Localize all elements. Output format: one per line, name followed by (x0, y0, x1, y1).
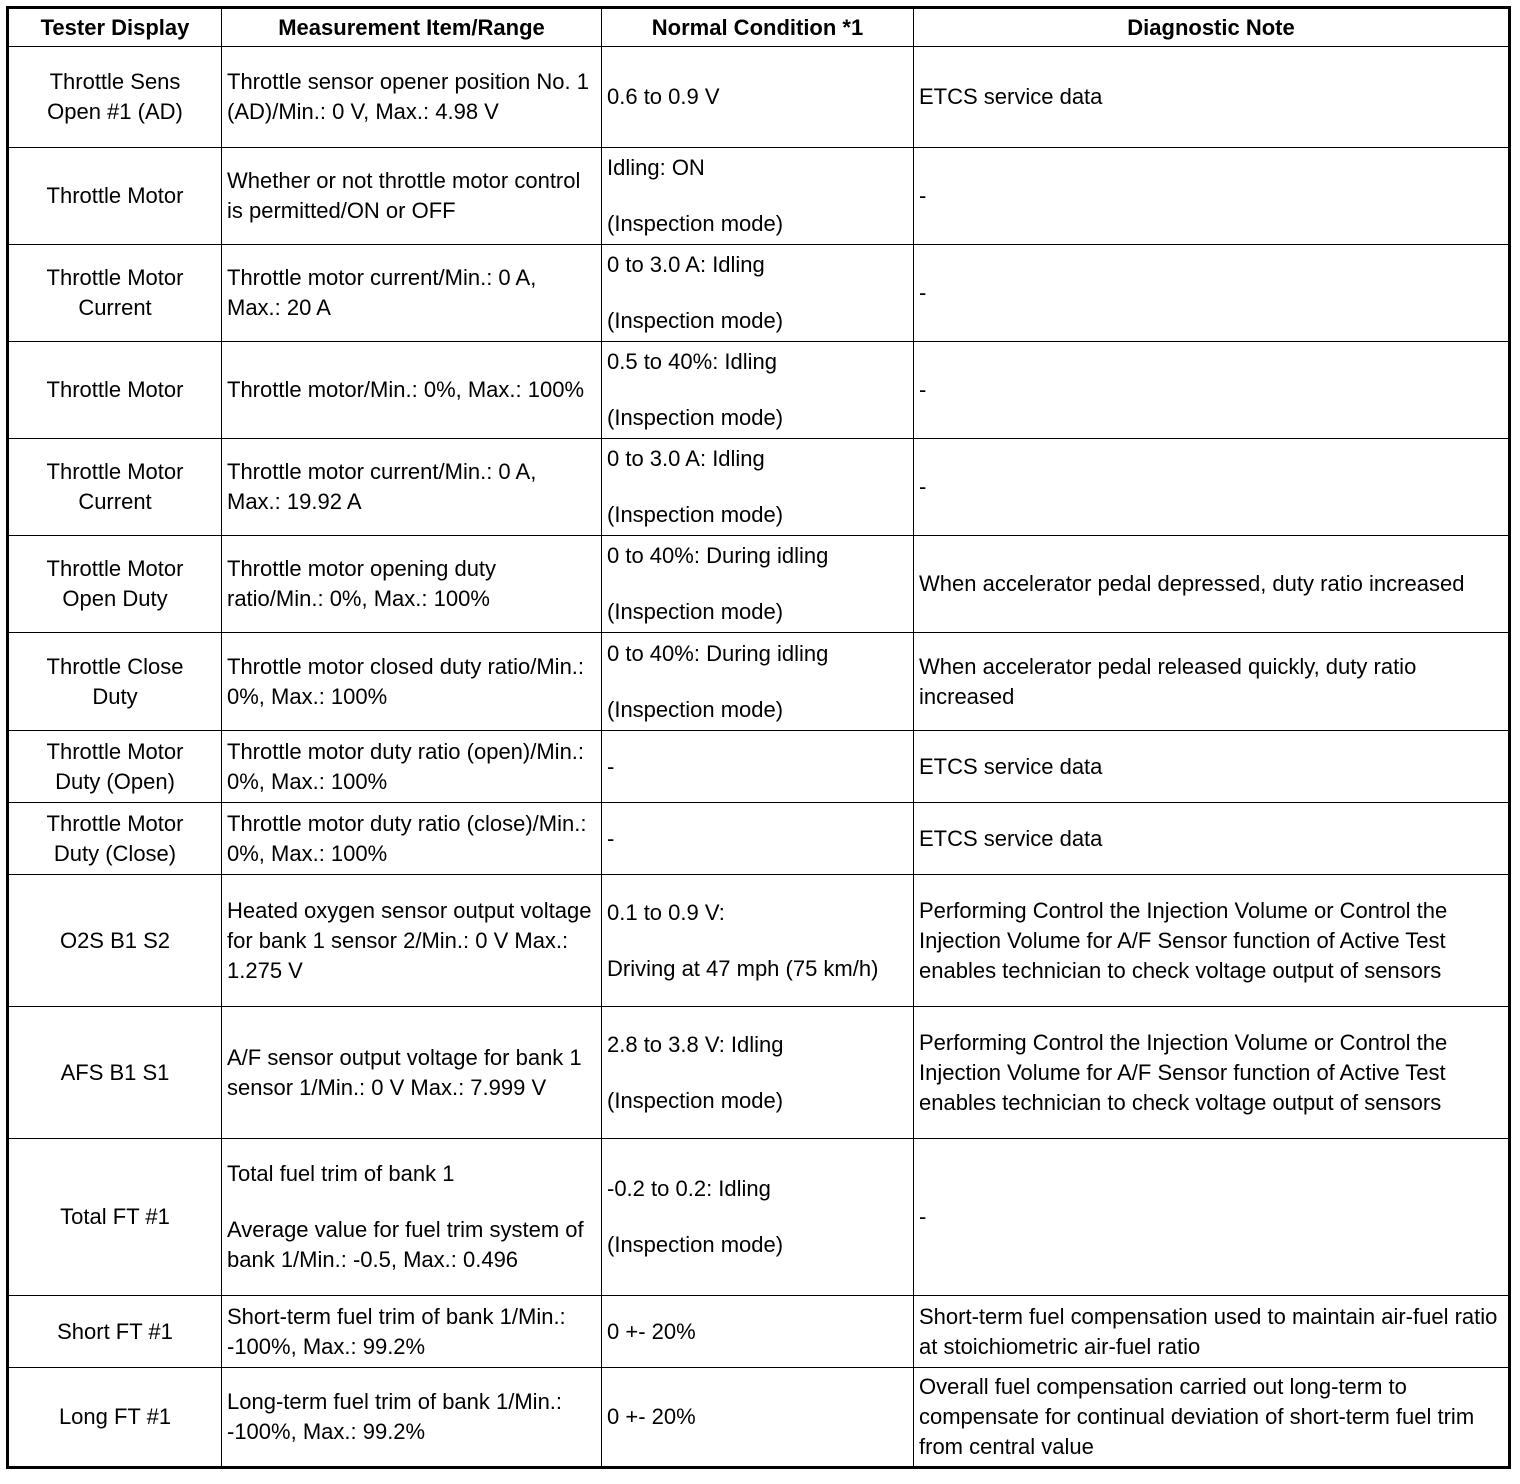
cell-diagnostic-note: When accelerator pedal depressed, duty ratio increased (914, 536, 1510, 633)
paragraph-gap (607, 474, 908, 500)
condition-text: 0 +- 20% (607, 1404, 696, 1429)
cell-diagnostic-note: - (914, 148, 1510, 245)
condition-text: 0 to 40%: During idling (607, 543, 829, 568)
cell-normal-condition (602, 875, 914, 1007)
cell-normal-condition (602, 1007, 914, 1139)
cell-measurement-item (222, 731, 602, 803)
condition-text: 0 +- 20% (607, 1318, 696, 1344)
paragraph-gap (607, 377, 908, 403)
condition-text: Idling: ON (607, 155, 705, 180)
cell-measurement-item (222, 803, 602, 875)
measurement-text: Throttle motor current/Min.: 0 A, Max.: 20 A (227, 265, 537, 320)
paragraph-gap (607, 183, 908, 209)
cell-tester-display (8, 148, 222, 245)
display-line: Total FT #1 (60, 1204, 170, 1229)
measurement-text: Heated oxygen sensor output voltage for bank 1 sensor 2/Min.: 0 V Max.: 1.275 V (227, 897, 592, 983)
header-normal-condition: Normal Condition *1 (602, 8, 914, 47)
paragraph-gap (607, 280, 908, 306)
measurement-text: Short-term fuel trim of bank 1/Min.: -100%, Max.: 99.2% (227, 1303, 566, 1359)
paragraph-gap (607, 928, 908, 954)
display-line: Long FT #1 (58, 1404, 172, 1429)
cell-normal-condition (602, 1296, 914, 1368)
measurement-text: Throttle motor opening duty ratio/Min.: 0%, Max.: 100% (227, 556, 497, 611)
table-row (8, 731, 1510, 803)
condition-text: 0.1 to 0.9 V: (607, 899, 725, 925)
condition-text: 0.5 to 40%: Idling (607, 349, 778, 374)
cell-normal-condition (602, 1368, 914, 1468)
measurement-text: Whether or not throttle motor control is permitted/ON or OFF (227, 168, 581, 223)
header-measurement-item: Measurement Item/Range (222, 8, 602, 47)
cell-diagnostic-note: Overall fuel compensation carried out long-term to compensate for continual deviation of short-term fuel trim from central value (914, 1368, 1510, 1468)
cell-diagnostic-note: Performing Control the Injection Volume or Control the Injection Volume for A/F Sensor function of Active Test enables technician to check voltage output of sensors (914, 875, 1510, 1007)
table-row (8, 47, 1510, 148)
display-line: Throttle Motor (46, 738, 184, 764)
condition-text: 0.6 to 0.9 V (607, 84, 720, 109)
cell-tester-display (8, 1007, 222, 1139)
table-row (8, 1368, 1510, 1468)
display-line: Current (78, 489, 152, 514)
display-line: Open Duty (62, 586, 168, 611)
paragraph-gap (607, 571, 908, 597)
cell-measurement-item (222, 47, 602, 148)
cell-diagnostic-note: Performing Control the Injection Volume or Control the Injection Volume for A/F Sensor function of Active Test enables technician to check voltage output of sensors (914, 1007, 1510, 1139)
cell-normal-condition (602, 536, 914, 633)
table-row (8, 439, 1510, 536)
cell-tester-display (8, 1296, 222, 1368)
table-header-row (8, 8, 1510, 47)
cell-normal-condition (602, 47, 914, 148)
condition-text: 0 to 40%: During idling (607, 640, 829, 666)
paragraph-gap (607, 669, 908, 695)
display-line: O2S B1 S2 (59, 927, 171, 953)
cell-measurement-item (222, 875, 602, 1007)
condition-text: Driving at 47 mph (75 km/h) (607, 955, 879, 981)
display-line: Throttle Close (46, 653, 184, 679)
cell-diagnostic-note: When accelerator pedal released quickly, duty ratio increased (914, 633, 1510, 731)
cell-tester-display (8, 47, 222, 148)
measurement-text: Average value for fuel trim system of bank 1/Min.: -0.5, Max.: 0.496 (227, 1217, 584, 1272)
header-diagnostic-note: Diagnostic Note (914, 8, 1510, 47)
cell-normal-condition (602, 731, 914, 803)
table-row (8, 1296, 1510, 1368)
table-body (8, 47, 1510, 1468)
cell-measurement-item (222, 342, 602, 439)
measurement-text: Long-term fuel trim of bank 1/Min.: -100%, Max.: 99.2% (227, 1389, 563, 1444)
condition-text: (Inspection mode) (607, 405, 784, 430)
cell-diagnostic-note: - (914, 439, 1510, 536)
table-row (8, 1007, 1510, 1139)
table-row (8, 1139, 1510, 1296)
cell-normal-condition (602, 633, 914, 731)
cell-diagnostic-note: - (914, 245, 1510, 342)
display-line: Throttle Motor (46, 556, 184, 581)
measurement-text: Throttle sensor opener position No. 1 (AD)/Min.: 0 V, Max.: 4.98 V (227, 69, 589, 124)
measurement-text: Throttle motor duty ratio (open)/Min.: 0%, Max.: 100% (227, 738, 585, 794)
measurement-text: Throttle motor/Min.: 0%, Max.: 100% (227, 377, 585, 402)
condition-text: (Inspection mode) (607, 1087, 784, 1113)
condition-text: (Inspection mode) (607, 211, 784, 236)
measurement-text: Total fuel trim of bank 1 (227, 1161, 455, 1186)
cell-measurement-item (222, 148, 602, 245)
cell-tester-display (8, 1139, 222, 1296)
display-line: Throttle Sens (49, 69, 181, 94)
condition-text: 2.8 to 3.8 V: Idling (607, 1031, 784, 1057)
table-row (8, 148, 1510, 245)
cell-tester-display (8, 342, 222, 439)
cell-tester-display (8, 633, 222, 731)
display-line: Short FT #1 (57, 1318, 173, 1344)
cell-normal-condition (602, 342, 914, 439)
measurement-text: Throttle motor duty ratio (close)/Min.: 0%, Max.: 100% (227, 810, 587, 866)
cell-measurement-item (222, 245, 602, 342)
cell-tester-display (8, 1368, 222, 1468)
cell-diagnostic-note: ETCS service data (914, 803, 1510, 875)
display-line: Throttle Motor (46, 459, 184, 484)
paragraph-gap (607, 1060, 908, 1086)
diagnostic-data-table (6, 6, 1511, 1469)
cell-measurement-item (222, 536, 602, 633)
cell-normal-condition (602, 1139, 914, 1296)
table-row (8, 633, 1510, 731)
table-row (8, 875, 1510, 1007)
cell-measurement-item (222, 439, 602, 536)
cell-normal-condition (602, 439, 914, 536)
condition-text: 0 to 3.0 A: Idling (607, 446, 765, 471)
cell-tester-display (8, 536, 222, 633)
display-line: Throttle Motor (46, 265, 184, 290)
cell-measurement-item (222, 633, 602, 731)
display-line: Throttle Motor (46, 183, 184, 208)
cell-tester-display (8, 439, 222, 536)
measurement-text: Throttle motor current/Min.: 0 A, Max.: 19.92 A (227, 459, 537, 514)
diagnostic-data-sheet (6, 6, 1511, 1469)
cell-diagnostic-note: Short-term fuel compensation used to maintain air-fuel ratio at stoichiometric air-fuel ratio (914, 1296, 1510, 1368)
paragraph-gap (227, 1189, 596, 1215)
header-tester-display: Tester Display (8, 8, 222, 47)
display-line: Throttle Motor (46, 810, 184, 836)
cell-measurement-item (222, 1368, 602, 1468)
condition-text: - (607, 825, 615, 851)
cell-tester-display (8, 875, 222, 1007)
cell-diagnostic-note: ETCS service data (914, 47, 1510, 148)
condition-text: -0.2 to 0.2: Idling (607, 1176, 771, 1201)
cell-diagnostic-note: ETCS service data (914, 731, 1510, 803)
table-row (8, 536, 1510, 633)
display-line: AFS B1 S1 (60, 1059, 170, 1085)
condition-text: (Inspection mode) (607, 599, 784, 624)
table-row (8, 342, 1510, 439)
table-row (8, 803, 1510, 875)
cell-measurement-item (222, 1139, 602, 1296)
cell-measurement-item (222, 1296, 602, 1368)
cell-normal-condition (602, 803, 914, 875)
condition-text: (Inspection mode) (607, 502, 784, 527)
condition-text: (Inspection mode) (607, 696, 784, 722)
measurement-text: A/F sensor output voltage for bank 1 sensor 1/Min.: 0 V Max.: 7.999 V (227, 1044, 582, 1100)
table-row (8, 245, 1510, 342)
cell-tester-display (8, 245, 222, 342)
condition-text: (Inspection mode) (607, 308, 784, 333)
cell-tester-display (8, 731, 222, 803)
cell-diagnostic-note: - (914, 342, 1510, 439)
condition-text: (Inspection mode) (607, 1232, 784, 1257)
display-line: Current (78, 295, 152, 320)
condition-text: 0 to 3.0 A: Idling (607, 252, 765, 277)
cell-tester-display (8, 803, 222, 875)
cell-measurement-item (222, 1007, 602, 1139)
display-line: Duty (Close) (53, 840, 177, 866)
display-line: Open #1 (AD) (47, 99, 183, 124)
paragraph-gap (607, 1204, 908, 1230)
condition-text: - (607, 753, 615, 779)
cell-diagnostic-note: - (914, 1139, 1510, 1296)
display-line: Duty (92, 683, 138, 709)
display-line: Throttle Motor (46, 377, 184, 402)
display-line: Duty (Open) (55, 768, 175, 794)
cell-normal-condition (602, 148, 914, 245)
cell-normal-condition (602, 245, 914, 342)
measurement-text: Throttle motor closed duty ratio/Min.: 0%, Max.: 100% (227, 653, 585, 709)
